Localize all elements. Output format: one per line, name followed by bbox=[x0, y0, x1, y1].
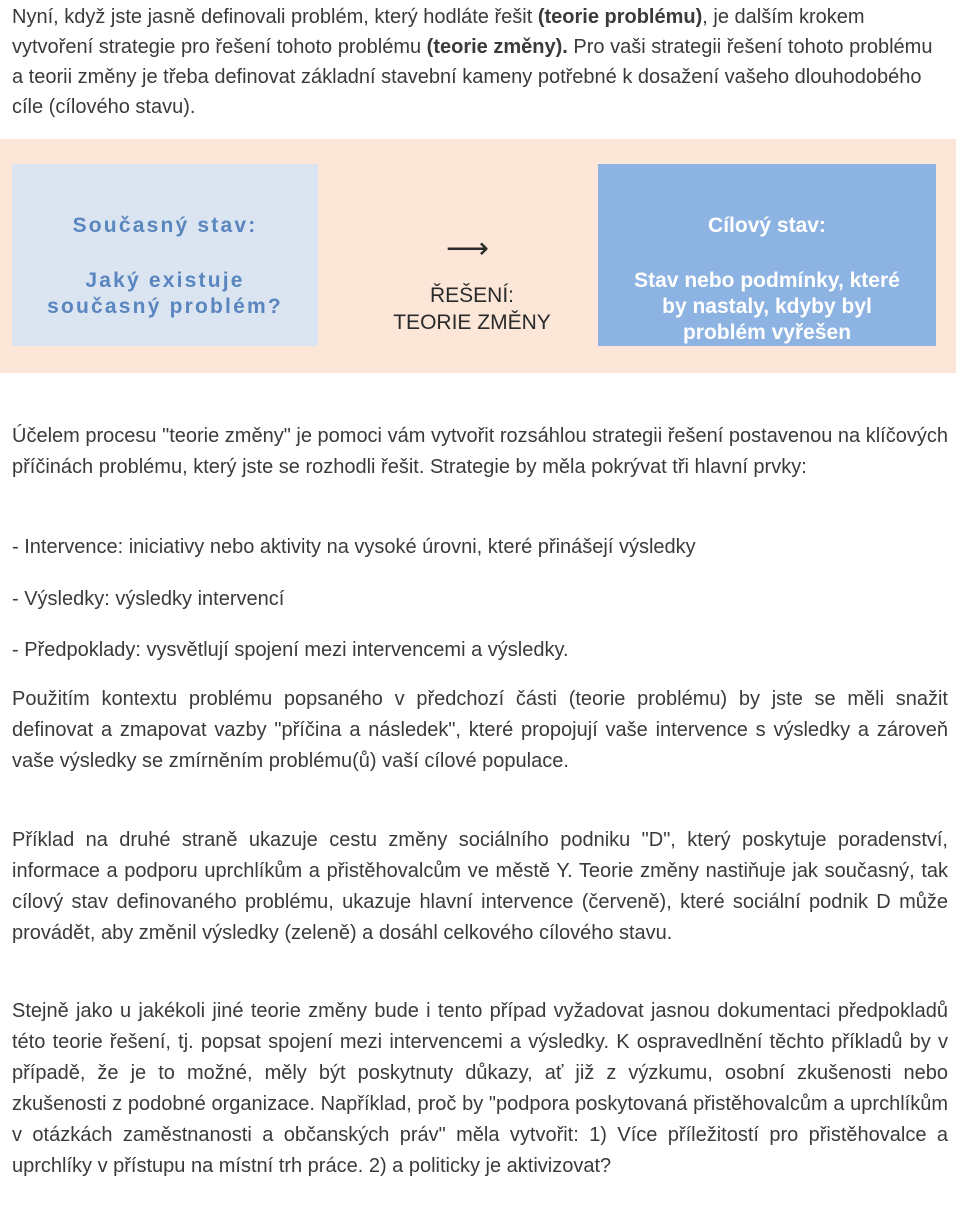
target-state-line: by nastaly, kdyby byl bbox=[662, 295, 872, 318]
list-item-outcomes: - Výsledky: výsledky intervencí bbox=[12, 588, 285, 610]
intro-paragraph bbox=[12, 2, 948, 122]
intro-text-1: Nyní, když jste jasně definovali problém, který hodláte řešit bbox=[12, 6, 538, 28]
assumptions-documentation-paragraph: Stejně jako u jakékoli jiné teorie změny bude i tento případ vyžadovat jasnou dokumentaci předpokladů této teorie řešení, tj. popsat spojení mezi intervencemi a výsledky. K ospravedlnění těchto příkladů by v případě, že je to možné, měly být poskytnuty důkazy, ať již z výzkumu, osobní zkušenosti nebo zkušenosti z podobné organizace. Například, proč by "podpora poskytovaná přistěhovalcům a uprchlíkům v otázkách zaměstnanosti a občanských práv" měla vytvořit: 1) Více příležitostí pro přistěhovalce a uprchlíky v přístupu na místní trh práce. 2) a politicky je aktivizovat? bbox=[12, 1000, 948, 1177]
arrow-right-icon: ⟶ bbox=[446, 232, 490, 265]
list-item-assumptions: - Předpoklady: vysvětlují spojení mezi intervencemi a výsledky. bbox=[12, 639, 569, 661]
current-state-box bbox=[12, 164, 318, 346]
purpose-paragraph: Účelem procesu "teorie změny" je pomoci vám vytvořit rozsáhlou strategii řešení postavenou na klíčových příčinách problému, který jste se rozhodli řešit. Strategie by měla pokrývat tři hlavní prvky: bbox=[12, 425, 948, 478]
context-paragraph: Použitím kontextu problému popsaného v předchozí části (teorie problému) by jste se měli snažit definovat a zmapovat vazby "příčina a následek", které propojují vaše intervence s výsledky a zároveň vaše výsledky se zmírněním problému(ů) vaší cílové populace. bbox=[12, 688, 948, 772]
solution-label bbox=[372, 282, 572, 336]
solution-line: ŘEŠENÍ: bbox=[429, 284, 515, 307]
intro-text-3: Pro vaši strategii řešení tohoto problému a teorii změny je třeba definovat základní stavební kameny potřebné k dosažení vašeho dlouhodobého cíle (cílového stavu). bbox=[12, 36, 933, 118]
current-state-title: Současný stav: bbox=[72, 214, 258, 237]
theory-of-change-diagram bbox=[0, 139, 956, 373]
target-state-title: Cílový stav: bbox=[708, 214, 826, 237]
solution-line: TEORIE ZMĚNY bbox=[393, 311, 551, 334]
current-state-description bbox=[12, 268, 318, 320]
intro-bold-change-theory: (teorie změny). bbox=[426, 36, 568, 58]
target-state-line: problém vyřešen bbox=[682, 321, 852, 344]
target-state-box bbox=[598, 164, 936, 346]
target-state-line: Stav nebo podmínky, které bbox=[634, 269, 900, 292]
intro-text-2: , je dalším krokem vytvoření strategie pro řešení tohoto problému bbox=[12, 6, 865, 58]
example-paragraph: Příklad na druhé straně ukazuje cestu změny sociálního podniku "D", který poskytuje poradenství, informace a podporu uprchlíkům a přistěhovalcům ve městě Y. Teorie změny nastiňuje jak současný, tak cílový stav definovaného problému, ukazuje hlavní intervence (červeně), které sociální podnik D může provádět, aby změnil výsledky (zeleně) a dosáhl celkového cílového stavu. bbox=[12, 829, 948, 944]
target-state-description bbox=[614, 268, 920, 346]
current-state-line: současný problém? bbox=[47, 295, 283, 318]
list-item-interventions: - Intervence: iniciativy nebo aktivity na vysoké úrovni, které přinášejí výsledky bbox=[12, 536, 696, 558]
intro-bold-problem-theory: (teorie problému) bbox=[537, 6, 703, 28]
current-state-line: Jaký existuje bbox=[85, 269, 245, 292]
